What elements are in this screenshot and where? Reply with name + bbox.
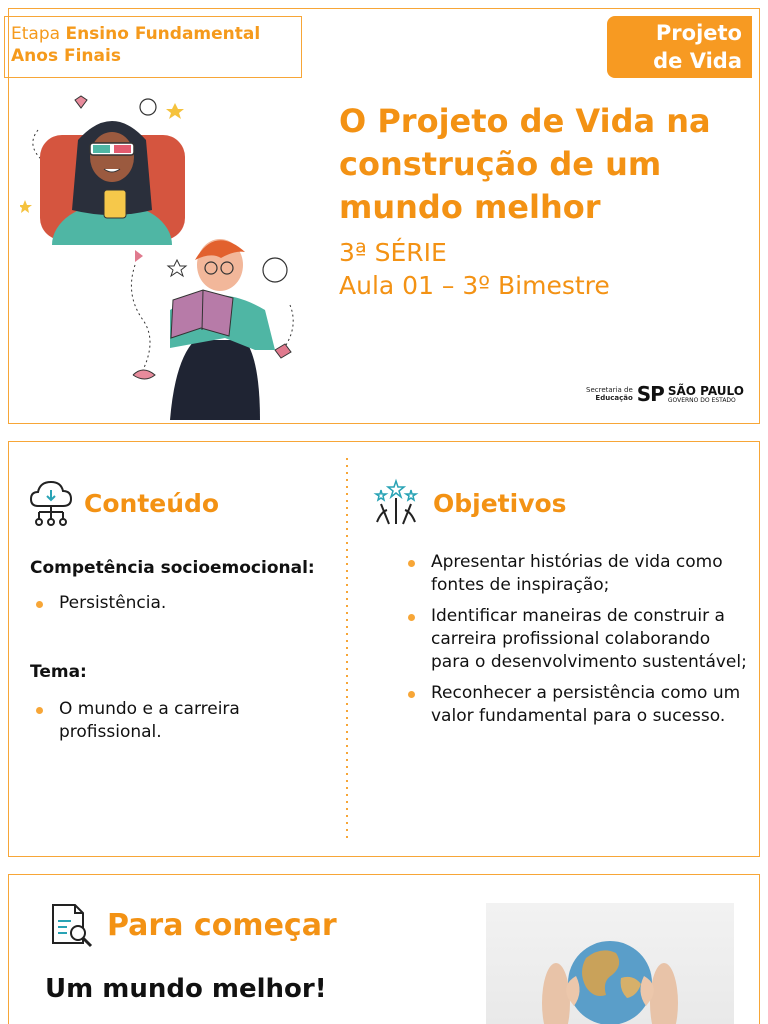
tag-line-1: Projeto [655,21,742,45]
logo-educacao-text: Educação [595,394,633,402]
list-item: Identificar maneiras de construir a carreira profissional colaborando para o desenvolvimento sustentável; [402,605,747,674]
etapa-box [4,16,302,78]
tema-label: Tema: [30,662,87,682]
page-title: O Projeto de Vida na construção de um mundo melhor [339,102,711,226]
sp-government-logo [586,382,744,406]
column-divider [346,458,348,838]
aula-label: Aula 01 – 3º Bimestre [339,271,610,300]
objetivos-heading: Objetivos [433,488,567,518]
logo-sp-mark: SP [636,382,664,406]
para-comecar-header [47,901,337,949]
conteudo-header [30,480,219,526]
list-item: Persistência. [30,592,340,615]
girl-3d-glasses-illustration [20,95,195,245]
document-search-icon [47,901,95,949]
projeto-de-vida-tag [607,16,752,78]
para-comecar-subheading: Um mundo melhor! [45,974,327,1004]
globe-hands-image [486,903,734,1024]
competencia-label: Competência socioemocional: [30,558,315,578]
logo-governo-text: GOVERNO DO ESTADO [667,396,736,404]
competencia-list [30,592,340,623]
conteudo-heading: Conteúdo [84,488,220,518]
tag-line-2: de Vida [653,49,742,73]
fireworks-icon [371,478,421,528]
boy-reading-illustration [125,235,305,420]
etapa-value: Ensino Fundamental Anos Finais [11,24,261,66]
objetivos-header [371,478,567,528]
list-item: Reconhecer a persistência como um valor fundamental para o sucesso. [402,682,747,728]
cloud-network-icon [30,480,72,526]
serie-label: 3ª SÉRIE [339,238,447,267]
etapa-label: Etapa [11,24,61,44]
tema-list [30,698,310,752]
list-item: O mundo e a carreira profissional. [30,698,310,744]
para-comecar-heading: Para começar [107,907,337,943]
logo-state-text: SÃO PAULO [667,383,744,398]
serie-aula [339,236,610,302]
logo-secretaria [586,386,633,402]
objetivos-list [402,551,747,736]
logo-secretaria-text: Secretaria de [586,386,633,394]
logo-state [668,385,744,404]
list-item: Apresentar histórias de vida como fontes de inspiração; [402,551,747,597]
globe-in-hands-photo [486,903,734,1024]
